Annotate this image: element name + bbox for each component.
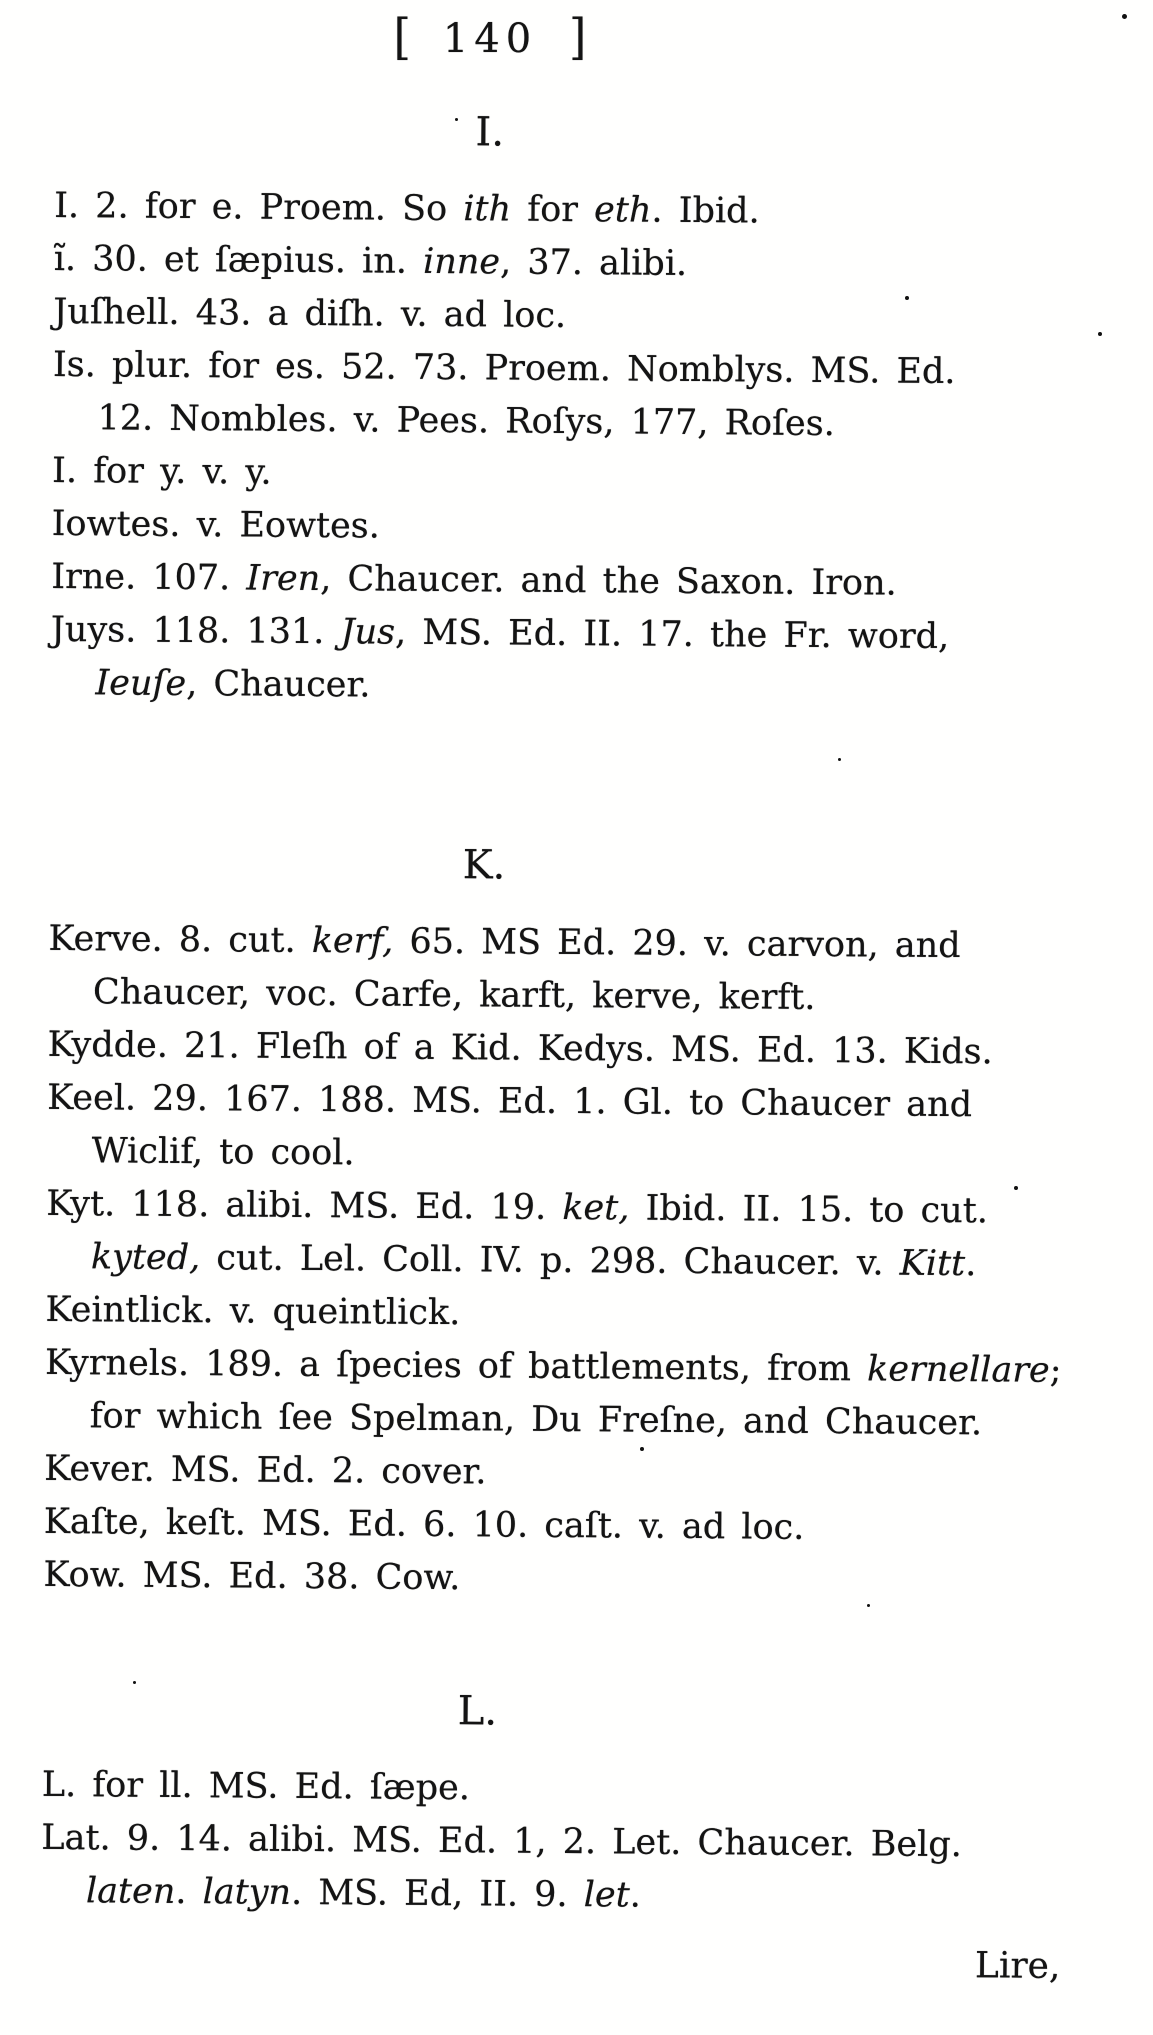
entry-text: Lat. 9. 14. alibi. MS. Ed. 1, 2. Let. Chaucer. Belg. <box>41 1817 963 1866</box>
entry-list <box>0 180 1152 719</box>
entry-text: , MS. Ed. II. 17. the Fr. word, <box>394 612 950 657</box>
entry-line-continuation <box>0 392 1151 454</box>
page-body <box>0 103 1153 1993</box>
italic-term: latyn <box>202 1872 292 1913</box>
entry-text: . MS. Ed, II. 9. <box>290 1872 584 1916</box>
glossary-entry <box>0 1495 1142 1557</box>
entry-text: for <box>510 189 595 231</box>
entry-text: Ibid. II. 15. to cut. <box>629 1188 989 1232</box>
scan-speckle <box>640 1447 644 1451</box>
entry-text: Kow. MS. Ed. 38. Cow. <box>43 1554 461 1599</box>
glossary-section-l <box>0 1681 1141 1926</box>
entry-line <box>0 1071 1145 1133</box>
scan-speckle <box>133 1681 136 1684</box>
scan-speckle <box>1014 1186 1018 1190</box>
glossary-entry <box>0 445 1150 507</box>
glossary-entry <box>0 1177 1145 1292</box>
entry-text: cut. Lel. Coll. IV. p. 298. Chaucer. v. <box>200 1238 900 1284</box>
entry-text: Wiclif, to cool. <box>91 1131 355 1174</box>
entry-line-continuation <box>0 1389 1143 1451</box>
glossary-entry <box>0 233 1152 295</box>
italic-term: laten <box>85 1871 176 1912</box>
entry-text: Is. plur. for es. 52. 73. Proem. Nomblys. MS. Ed. <box>52 344 956 393</box>
entry-text: for which ſee Spelman, Du Freſne, and Chaucer. <box>89 1396 983 1444</box>
glossary-entry <box>0 1071 1145 1186</box>
scan-speckle <box>1098 332 1102 336</box>
glossary-entry <box>0 339 1151 454</box>
entry-text: ; <box>1049 1350 1062 1391</box>
glossary-section-k <box>0 836 1147 1611</box>
entry-line-continuation <box>0 1230 1144 1292</box>
entry-text: Kaſte, keſt. MS. Ed. 6. 10. caſt. v. ad loc. <box>43 1501 805 1548</box>
scan-speckle <box>455 118 458 121</box>
entry-line <box>0 1442 1142 1504</box>
scan-speckle <box>905 296 909 300</box>
entry-line <box>0 1336 1143 1398</box>
entry-line <box>0 1177 1145 1239</box>
italic-term: kernellare <box>866 1349 1050 1391</box>
entry-line <box>0 286 1152 348</box>
italic-term: Ieuſe <box>95 663 187 705</box>
glossary-section-i <box>0 103 1153 719</box>
glossary-entry <box>0 604 1149 719</box>
entry-line-continuation <box>0 966 1146 1028</box>
entry-text: 65. MS Ed. 29. v. carvon, and <box>393 921 961 967</box>
entry-line <box>0 551 1149 613</box>
entry-line-continuation <box>0 657 1149 719</box>
entry-line <box>0 1811 1140 1873</box>
italic-term: inne <box>422 241 501 283</box>
entry-text: . <box>629 1875 642 1916</box>
scan-speckle <box>867 1604 870 1607</box>
page-number-bracket-left: [ <box>393 9 411 66</box>
page-number-bracket-right: ] <box>569 9 587 66</box>
entry-line <box>0 180 1152 242</box>
entry-line <box>0 1495 1142 1557</box>
glossary-entry <box>0 1811 1140 1926</box>
entry-line <box>0 1758 1140 1820</box>
entry-text: Kyt. 118. alibi. MS. Ed. 19. <box>46 1183 563 1228</box>
entry-text: Juys. 118. 131. <box>50 609 341 653</box>
entry-line-continuation <box>0 1124 1145 1186</box>
entry-text: . Ibid. <box>651 190 760 232</box>
glossary-entry <box>0 551 1149 613</box>
section-heading: K. <box>462 842 506 889</box>
entry-text: 12. Nombles. v. Pees. Roſys, 177, Roſes. <box>97 398 835 445</box>
entry-line <box>0 339 1151 401</box>
entry-text: Keintlick. v. queintlick. <box>45 1289 461 1334</box>
glossary-entry <box>0 1283 1144 1345</box>
entry-list <box>0 1758 1140 1926</box>
entry-text: , Chaucer. <box>186 664 371 706</box>
entry-text: Kydde. 21. Fleſh of a Kid. Kedys. MS. Ed. 13. Kids. <box>47 1024 993 1073</box>
entry-line <box>0 1019 1146 1081</box>
entry-line <box>0 1548 1142 1610</box>
entry-text: Irne. 107. <box>51 556 247 599</box>
scan-speckle <box>1122 14 1127 19</box>
entry-line <box>0 1283 1144 1345</box>
glossary-entry <box>0 1548 1142 1610</box>
entry-text: , Chaucer. and the Saxon. Iron. <box>320 559 897 604</box>
entry-text: Kerve. 8. cut. <box>48 918 312 962</box>
entry-list <box>0 913 1147 1611</box>
italic-term: let <box>583 1875 630 1916</box>
entry-text: Keel. 29. 167. 188. MS. Ed. 1. Gl. to Chaucer and <box>47 1077 973 1126</box>
entry-line <box>0 498 1150 560</box>
glossary-entry <box>0 498 1150 560</box>
entry-text: L. for ll. MS. Ed. ſæpe. <box>41 1764 471 1809</box>
entry-line-continuation <box>0 1864 1139 1926</box>
scan-speckle <box>838 758 841 761</box>
italic-term: ket, <box>562 1187 630 1229</box>
italic-term: eth <box>593 190 652 231</box>
italic-term: kerf, <box>311 921 394 962</box>
section-heading: I. <box>475 109 505 156</box>
page-number: 140 <box>442 16 538 62</box>
glossary-sections <box>0 103 1153 1927</box>
glossary-entry <box>0 1758 1140 1820</box>
section-heading: L. <box>457 1688 498 1735</box>
entry-text: Kyrnels. 189. a ſpecies of battlements, from <box>44 1342 868 1390</box>
italic-term: kyted, <box>90 1237 201 1279</box>
italic-term: Kitt <box>899 1243 966 1285</box>
entry-text: Kever. MS. Ed. 2. cover. <box>44 1448 487 1493</box>
glossary-entry <box>0 913 1147 1028</box>
italic-term: Jus <box>340 612 396 653</box>
catchword: Lire, <box>974 1945 1061 1987</box>
entry-text: , 37. alibi. <box>499 242 688 284</box>
italic-term: Iren <box>246 558 321 600</box>
entry-text: Iowtes. v. Eowtes. <box>51 503 381 547</box>
entry-text: I. 2. for e. Proem. So <box>54 185 464 230</box>
entry-line <box>0 604 1149 666</box>
glossary-entry <box>0 1019 1146 1081</box>
page-header <box>55 0 925 66</box>
glossary-entry <box>0 286 1152 348</box>
italic-term: ith <box>463 189 512 230</box>
glossary-entry <box>0 1336 1143 1451</box>
entry-text: I. for y. v. y. <box>51 450 272 493</box>
glossary-entry <box>0 180 1152 242</box>
entry-text: ĩ. 30. et ſæpius. in. <box>53 238 424 282</box>
entry-text: Chaucer, voc. Carfe, karft, kerve, kerft. <box>92 972 816 1018</box>
entry-line <box>0 913 1147 975</box>
glossary-entry <box>0 1442 1142 1504</box>
entry-line <box>0 233 1152 295</box>
entry-line <box>0 445 1150 507</box>
entry-text: . <box>965 1244 977 1285</box>
entry-text: Juſhell. 43. a diſh. v. ad loc. <box>53 291 567 336</box>
entry-text: . <box>175 1871 203 1913</box>
